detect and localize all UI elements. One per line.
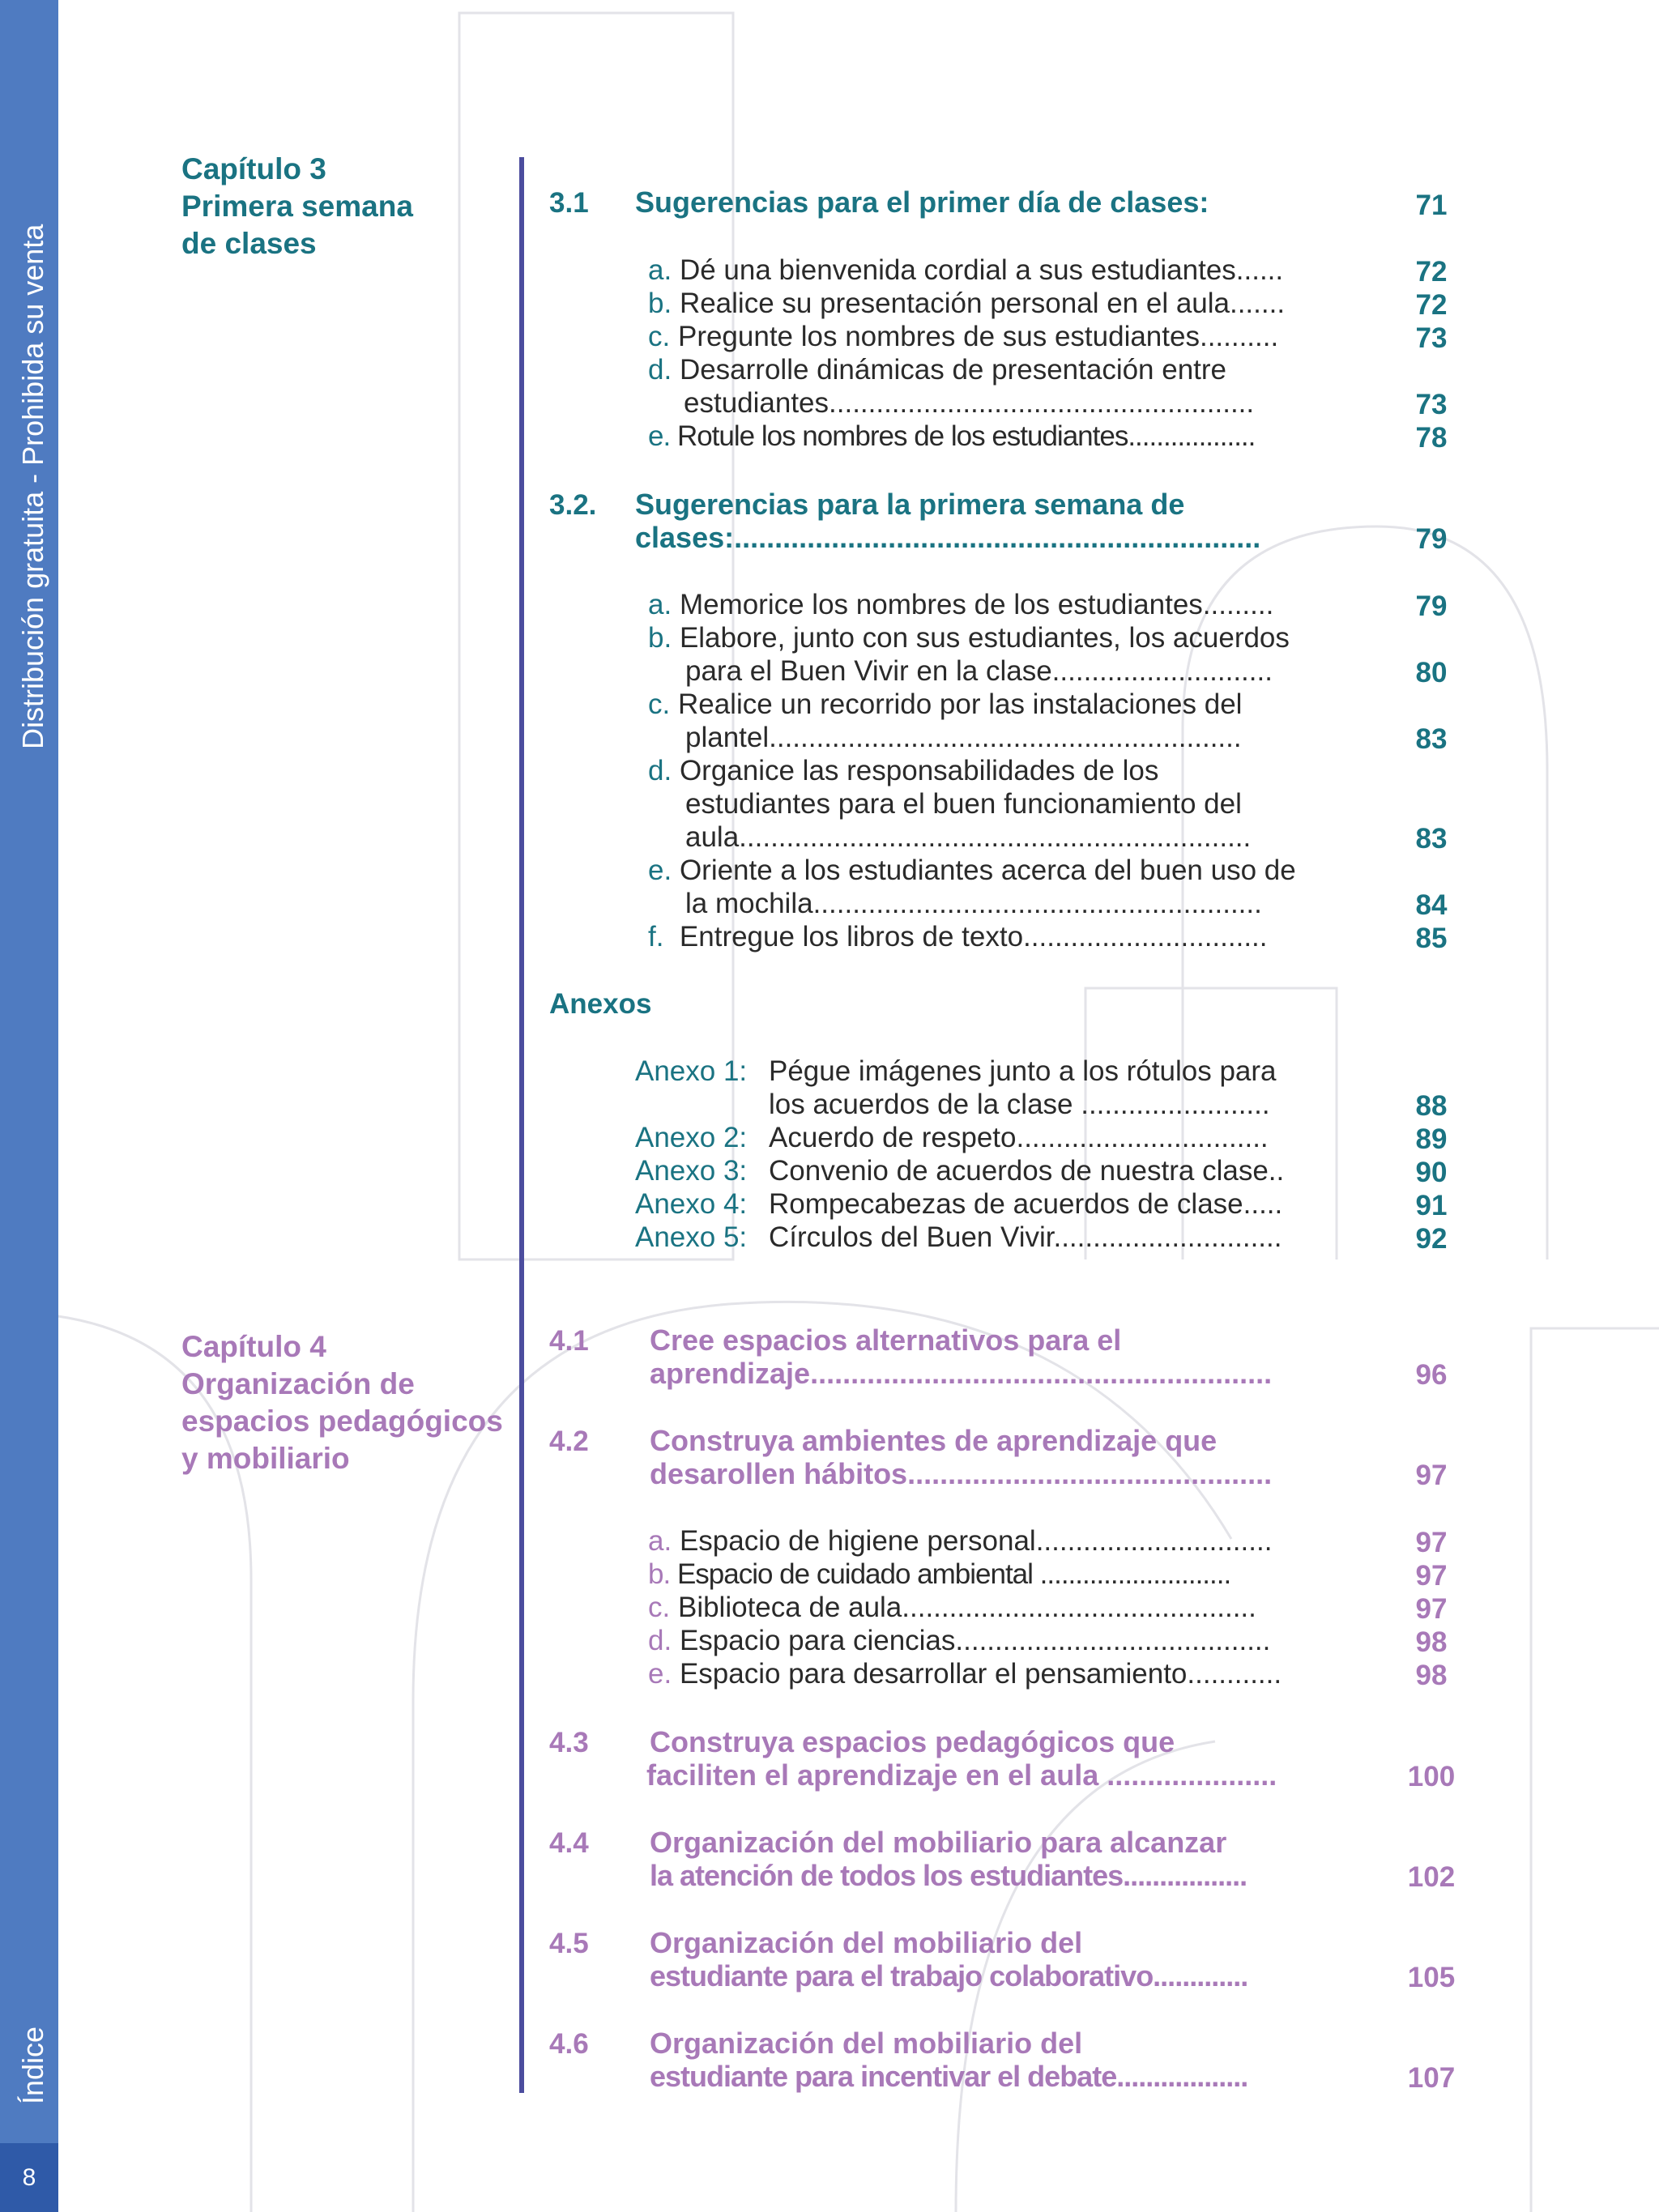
section-title-continued: estudiante para el trabajo colaborativo.............	[650, 1959, 1248, 1993]
item-letter: b.	[648, 288, 672, 319]
page-ref: 92	[1415, 1223, 1448, 1255]
section-title-continued: desarollen hábitos.............................................	[650, 1457, 1273, 1490]
section-title: Organización del mobiliario para alcanzar	[650, 1826, 1227, 1859]
item-text: Realice un recorrido por las instalaciones del	[677, 688, 1243, 720]
page-ref: 96	[1415, 1359, 1448, 1391]
item-text: Oriente a los estudiantes acerca del buen uso de	[679, 855, 1296, 886]
item-text: Desarrolle dinámicas de presentación entre	[679, 354, 1227, 386]
annex-label: Anexo 5:	[635, 1221, 748, 1253]
page-number: 8	[0, 2143, 58, 2212]
section-number: 4.2	[549, 1426, 589, 1457]
toc-item	[648, 855, 1296, 887]
item-text: Biblioteca de aula.............................................	[677, 1592, 1256, 1623]
section-title: Cree espacios alternativos para el	[650, 1323, 1122, 1357]
item-text: Dé una bienvenida cordial a sus estudiantes......	[679, 254, 1284, 286]
item-text: Memorice los nombres de los estudiantes.........	[679, 589, 1274, 620]
toc-item	[648, 921, 1268, 953]
annex-text: Convenio de acuerdos de nuestra clase..	[769, 1155, 1285, 1187]
page-ref: 97	[1415, 1527, 1448, 1558]
toc-item	[648, 288, 1285, 320]
item-text: Espacio para ciencias........................................	[679, 1625, 1271, 1656]
chapter-4-title-line3: y mobiliario	[181, 1442, 350, 1475]
item-text: Espacio para desarrollar el pensamiento............	[679, 1658, 1282, 1690]
item-letter: d.	[648, 354, 672, 386]
annex-label: Anexo 3:	[635, 1155, 748, 1187]
toc-item	[648, 420, 1255, 453]
sidebar-section-label: Índice	[16, 2026, 49, 2104]
item-letter: f.	[648, 921, 664, 953]
item-letter: e.	[648, 855, 672, 886]
item-letter: c.	[648, 321, 671, 352]
annex-text: Círculos del Buen Vivir.............................	[769, 1221, 1282, 1253]
item-text-continued: para el Buen Vivir en la clase............................	[685, 655, 1273, 687]
sidebar-distribution-note: Distribución gratuita - Prohibida su venta	[16, 224, 49, 749]
section-title-continued: aprendizaje.........................................................	[650, 1357, 1273, 1390]
page-ref: 98	[1415, 1660, 1448, 1691]
item-text-continued: estudiantes......................................................	[684, 387, 1255, 419]
chapter-3-heading	[181, 151, 413, 262]
section-title: Construya ambientes de aprendizaje que	[650, 1424, 1218, 1457]
section-title: Sugerencias para la primera semana de	[635, 488, 1185, 521]
page-ref: 72	[1415, 289, 1448, 321]
chapter-4-title-line1: Organización de	[181, 1367, 415, 1400]
page-ref: 79	[1415, 590, 1448, 622]
section-title: Organización del mobiliario del	[650, 1926, 1083, 1959]
item-letter: b.	[648, 1558, 671, 1590]
page-ref: 107	[1407, 2062, 1456, 2094]
page-ref: 97	[1415, 1560, 1448, 1592]
toc-item	[648, 589, 1273, 621]
annex-text: Rompecabezas de acuerdos de clase.....	[769, 1188, 1283, 1220]
section-number: 4.5	[549, 1928, 589, 1959]
toc-item	[648, 622, 1290, 654]
item-letter: d.	[648, 755, 672, 786]
item-text-continued: estudiantes para el buen funcionamiento del	[685, 788, 1242, 820]
page-ref: 72	[1415, 256, 1448, 288]
annexes-title: Anexos	[549, 988, 652, 1020]
annex-text: Pégue imágenes junto a los rótulos para	[769, 1055, 1277, 1087]
page-ref: 83	[1415, 723, 1448, 755]
section-title-continued: faciliten el aprendizaje en el aula .....................	[646, 1758, 1277, 1792]
section-title-continued: clases:.................................................................	[635, 521, 1261, 554]
section-number: 4.4	[549, 1827, 589, 1859]
item-text: Elabore, junto con sus estudiantes, los acuerdos	[679, 622, 1290, 654]
item-text: Espacio de cuidado ambiental ...........................	[676, 1558, 1231, 1590]
page-ref: 97	[1415, 1593, 1448, 1625]
section-title-continued: estudiante para incentivar el debate..................	[650, 2060, 1248, 2093]
page-ref: 83	[1415, 823, 1448, 855]
section-title: Organización del mobiliario del	[650, 2027, 1083, 2060]
page-ref: 105	[1407, 1962, 1456, 1993]
page-ref: 88	[1415, 1090, 1448, 1122]
page-ref: 102	[1407, 1861, 1456, 1893]
item-letter: c.	[648, 1592, 671, 1623]
section-number: 3.1	[549, 187, 589, 219]
chapter-4-heading	[181, 1328, 503, 1477]
toc-item	[648, 755, 1158, 787]
page-ref: 91	[1415, 1190, 1448, 1221]
toc-item	[648, 1625, 1270, 1657]
annex-text: Acuerdo de respeto................................	[769, 1122, 1269, 1153]
section-title: Construya espacios pedagógicos que	[650, 1725, 1175, 1758]
page-ref: 80	[1415, 657, 1448, 688]
page-ref: 97	[1415, 1460, 1448, 1491]
chapter-3-title-line2: de clases	[181, 227, 317, 260]
page-ref: 90	[1415, 1157, 1448, 1188]
item-text: Pregunte los nombres de sus estudiantes..........	[677, 321, 1279, 352]
item-text-continued: aula.................................................................	[685, 821, 1252, 853]
item-text-continued: plantel............................................................	[685, 722, 1242, 753]
annex-label: Anexo 2:	[635, 1122, 748, 1153]
page-ref: 78	[1415, 422, 1448, 454]
section-number: 4.1	[549, 1325, 589, 1357]
item-text: Entregue los libros de texto...............................	[679, 921, 1268, 953]
page-ref: 73	[1415, 322, 1448, 354]
toc-item	[648, 354, 1226, 386]
annex-label: Anexo 4:	[635, 1188, 748, 1220]
item-letter: b.	[648, 622, 672, 654]
chapter-4-label: Capítulo 4	[181, 1330, 326, 1363]
toc-item	[648, 254, 1283, 287]
toc-item	[648, 1592, 1256, 1624]
chapter-3-label: Capítulo 3	[181, 152, 326, 185]
vertical-rule	[519, 157, 524, 2093]
item-text: Organice las responsabilidades de los	[679, 755, 1159, 786]
item-letter: a.	[648, 1525, 672, 1557]
toc-item	[648, 1658, 1282, 1690]
page-ref: 98	[1415, 1626, 1448, 1658]
item-letter: a.	[648, 254, 672, 286]
toc-item	[648, 688, 1242, 721]
page-ref: 100	[1407, 1761, 1456, 1792]
item-text: Espacio de higiene personal..............................	[679, 1525, 1273, 1557]
item-text: Rotule los nombres de los estudiantes..................	[676, 420, 1256, 452]
section-title: Sugerencias para el primer día de clases:	[635, 185, 1209, 219]
chapter-3-title-line1: Primera semana	[181, 190, 413, 223]
item-letter: e.	[648, 1658, 672, 1690]
annex-label: Anexo 1:	[635, 1055, 748, 1087]
chapter-4-title-line2: espacios pedagógicos	[181, 1404, 503, 1438]
toc-item	[648, 321, 1278, 353]
section-number: 4.3	[549, 1727, 589, 1758]
page-ref: 84	[1415, 889, 1448, 921]
page-ref: 85	[1415, 923, 1448, 954]
page-ref: 79	[1415, 523, 1448, 555]
page-ref: 73	[1415, 389, 1448, 420]
page-ref: 71	[1415, 190, 1448, 221]
section-title-continued: la atención de todos los estudiantes.................	[650, 1859, 1247, 1892]
item-text-continued: la mochila.........................................................	[685, 888, 1262, 919]
item-letter: a.	[648, 589, 672, 620]
page-ref: 89	[1415, 1123, 1448, 1155]
item-letter: d.	[648, 1625, 672, 1656]
item-letter: c.	[648, 688, 671, 720]
section-number: 3.2.	[549, 489, 597, 521]
toc-item	[648, 1525, 1272, 1558]
section-number: 4.6	[549, 2028, 589, 2060]
item-letter: e.	[648, 420, 671, 452]
annex-text-continued: los acuerdos de la clase ........................	[769, 1089, 1270, 1120]
toc-item	[648, 1558, 1230, 1591]
item-text: Realice su presentación personal en el aula.......	[679, 288, 1286, 319]
